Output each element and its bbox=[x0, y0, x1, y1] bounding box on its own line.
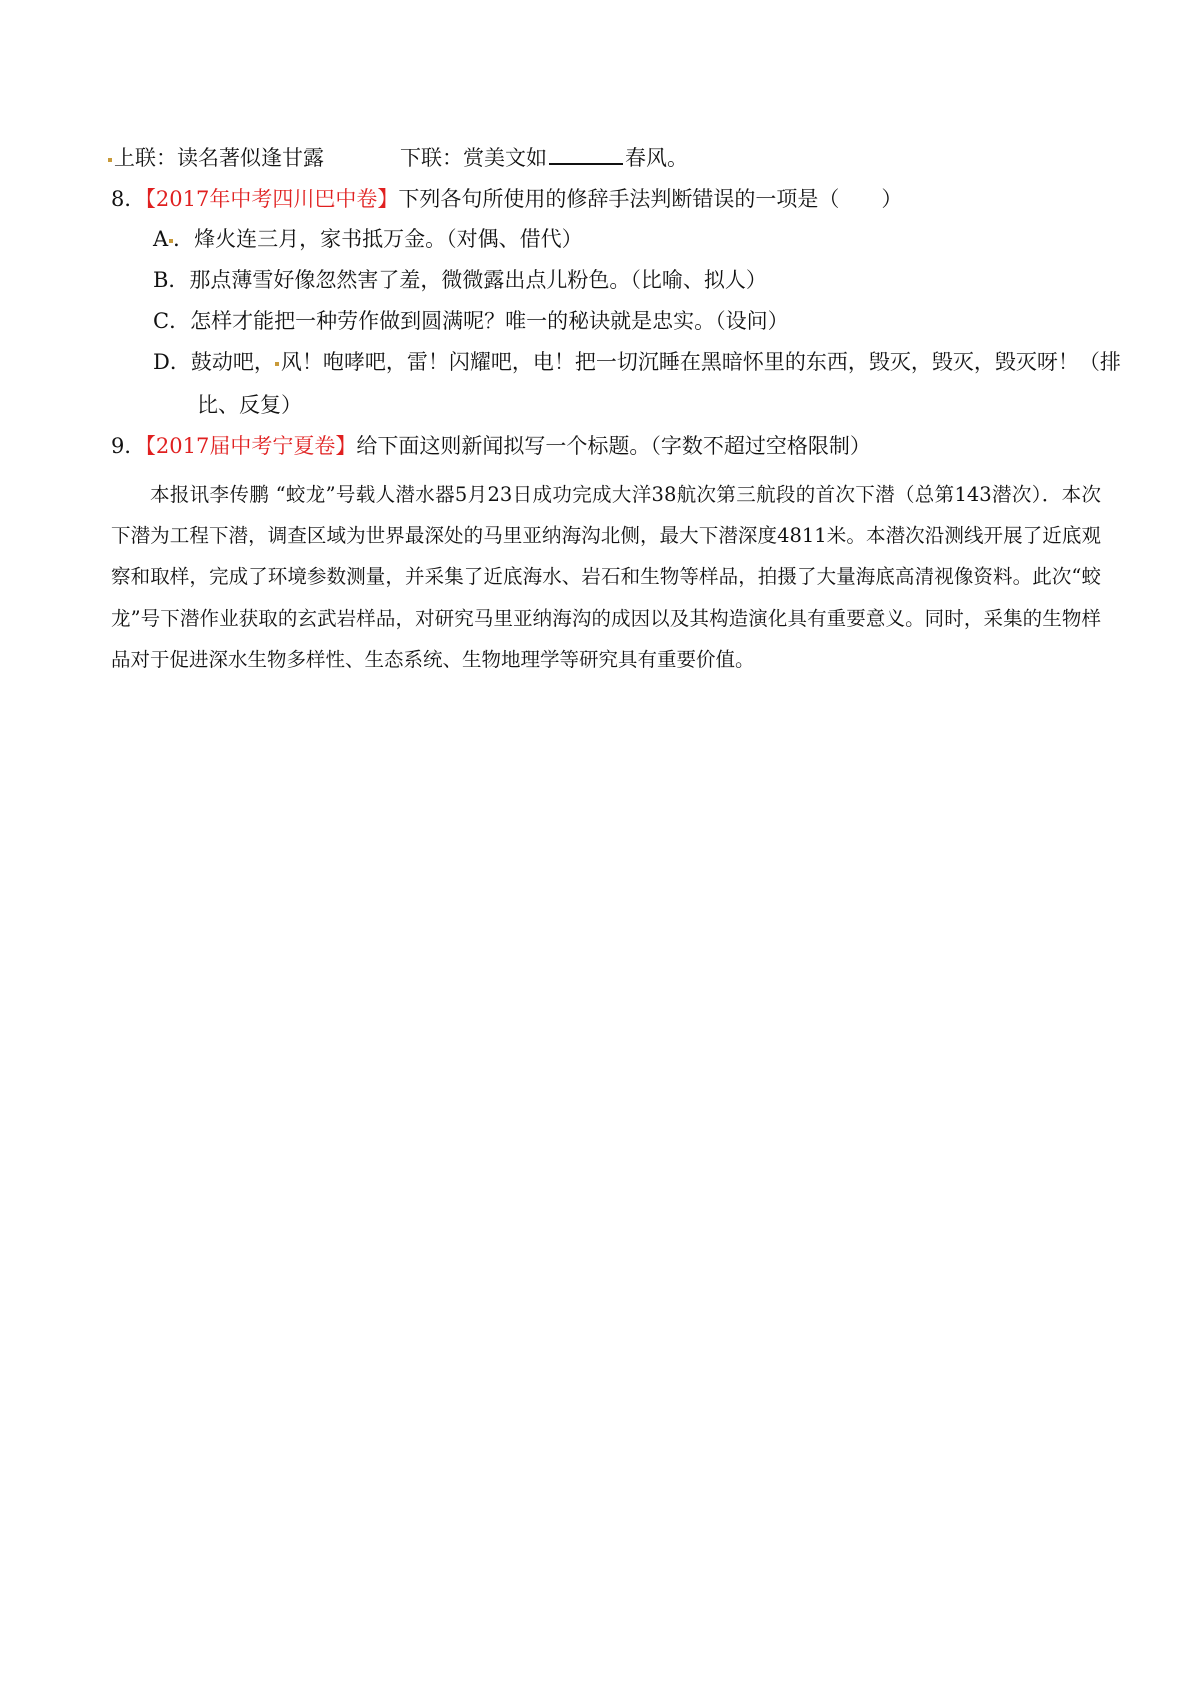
couplet-upper: 上联：读名著似逢甘露 bbox=[114, 146, 324, 170]
question-8-source: 【2017年中考四川巴中卷】 bbox=[145, 187, 399, 211]
news-paragraph: 本报讯李传鹏 “蛟龙”号载人潜水器5月23日成功完成大洋38航次第三航段的首次下潜（总第143潜次）．本次下潜为工程下潜，调查区域为世界最深处的马里亚纳海沟北侧，最大下潜深度4811米。本潜次沿测线开展了近底观察和取样，完成了环境参数测量，并采集了近底海水、岩石和生物等样品，拍摄了大量海底高清视像资料。此次“蛟龙”号下潜作业获取的玄武岩样品，对研究马里亚纳海沟的成因以及其构造演化具有重要意义。同时，采集的生物样品对于促进深水生物多样性、生态系统、生物地理学等研究具有重要价值。 bbox=[111, 483, 1101, 671]
couplet-line bbox=[108, 143, 688, 172]
question-9-source: 【2017届中考宁夏卷】 bbox=[145, 434, 357, 458]
question-8-option-c: C．怎样才能把一种劳作做到圆满呢？唯一的秘诀就是忠实。（设问） bbox=[153, 309, 789, 333]
question-8-stem: 下列各句所使用的修辞手法判断错误的一项是（ ） bbox=[398, 187, 903, 211]
couplet-lower-suffix: 春风。 bbox=[625, 146, 688, 170]
couplet-lower-prefix: 下联：赏美文如 bbox=[400, 146, 547, 170]
question-8-option-d: D．鼓动吧， 风！咆哮吧，雷！闪耀吧，电！把一切沉睡在黑暗怀里的东西，毁灭，毁灭，毁灭呀！（排 bbox=[153, 350, 1121, 374]
question-9-stem: 给下面这则新闻拟写一个标题。（字数不超过空格限制） bbox=[356, 434, 871, 458]
edit-mark-icon bbox=[275, 362, 279, 366]
question-9-number: 9． bbox=[111, 434, 146, 458]
question-8-number: 8． bbox=[111, 187, 146, 211]
answer-blank[interactable] bbox=[549, 143, 623, 165]
edit-mark-icon bbox=[108, 158, 112, 162]
question-8-option-b: B．那点薄雪好像忽然害了羞，微微露出点儿粉色。（比喻、拟人） bbox=[153, 268, 767, 292]
question-8-option-a: A ．烽火连三月，家书抵万金。（对偶、借代） bbox=[153, 227, 583, 251]
question-8-stem-line bbox=[111, 185, 902, 213]
question-9-stem-line bbox=[111, 432, 871, 460]
question-8-option-d-continued: 比、反复） bbox=[197, 393, 302, 417]
